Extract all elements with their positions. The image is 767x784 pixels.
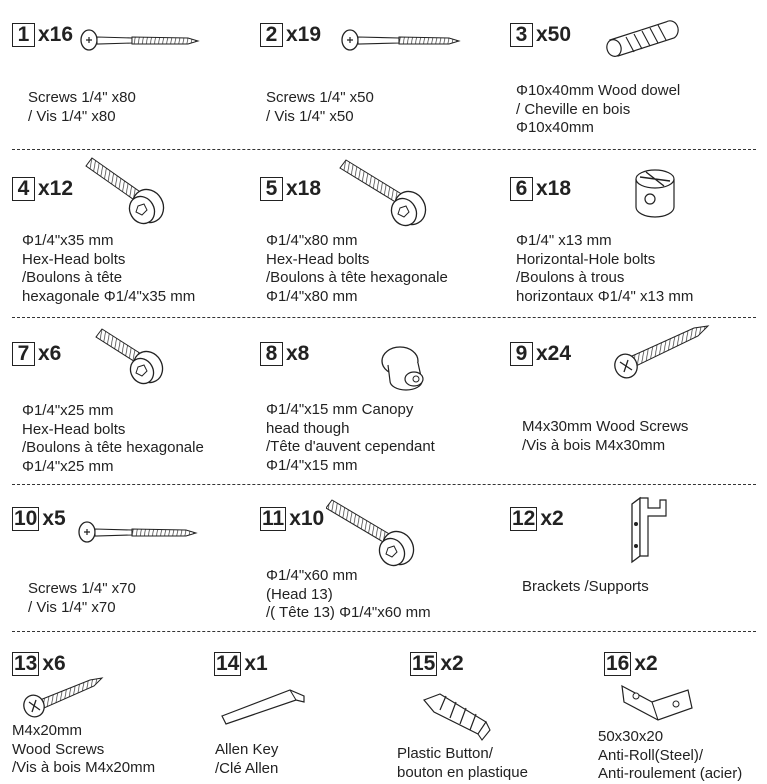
part-desc-line: /Boulons à tête hexagonale [266, 269, 448, 286]
part-desc-line: Horizontal-Hole bolts [516, 250, 656, 268]
row-divider [12, 317, 756, 318]
part-desc-line: Φ10x40mm Wood dowel [516, 82, 681, 99]
part-quantity: x1 [244, 652, 268, 675]
part-number: 1 [12, 23, 35, 47]
hex-bolt-icon [82, 325, 168, 385]
part-desc-line: Hex-Head bolts [22, 250, 126, 268]
part-quantity: x24 [536, 342, 572, 365]
part-desc-line: Φ1/4"x80 mm [266, 287, 358, 305]
part-quantity: x5 [42, 507, 66, 530]
part-desc-line: /Boulons à trous [516, 269, 625, 286]
part-quantity: x19 [286, 23, 322, 46]
part-number: 9 [510, 342, 533, 366]
part-quantity: x6 [42, 652, 66, 675]
part-number: 13 [14, 652, 38, 675]
plastic-anchor-icon [420, 690, 494, 746]
part-quantity: x2 [634, 652, 658, 675]
part-quantity: x2 [540, 507, 564, 530]
row-divider [12, 484, 756, 485]
long-screw-icon [78, 518, 198, 548]
angle-bracket-icon [618, 682, 696, 726]
row-divider [12, 631, 756, 632]
part-desc-line: Hex-Head bolts [266, 250, 370, 268]
part-quantity: x6 [38, 342, 62, 365]
canopy-nut-icon [378, 343, 434, 395]
part-desc-line: Anti-Roll(Steel)/ [598, 746, 704, 764]
part-number: 10 [14, 507, 38, 530]
row-divider [12, 149, 756, 150]
part-desc-line: /Tête d'auvent cependant [266, 438, 435, 455]
barrel-nut-icon [630, 167, 680, 221]
part-desc-line: Φ1/4"x15 mm Canopy [266, 401, 414, 418]
allen-key-icon [218, 682, 310, 726]
wood-screw-icon [20, 674, 104, 720]
part-desc-line: M4x30mm Wood Screws [522, 418, 689, 435]
part-desc-line: Screws 1/4" x80 [28, 89, 136, 106]
part-number: 6 [510, 177, 533, 201]
part-number: 14 [216, 652, 240, 675]
part-desc-line: /Boulons à tête [22, 269, 123, 286]
part-number: 15 [412, 652, 436, 675]
part-quantity: x18 [286, 177, 322, 200]
part-quantity: x50 [536, 23, 572, 46]
long-screw-icon [341, 26, 461, 56]
part-desc-line: Φ1/4"x60 mm [266, 567, 358, 584]
part-desc-line: Plastic Button/ [397, 745, 493, 762]
bracket-icon [626, 494, 670, 564]
part-desc-line: Hex-Head bolts [22, 420, 126, 438]
part-number: 16 [606, 652, 630, 675]
part-desc-line: horizontaux Φ1/4" x13 mm [516, 287, 694, 305]
part-desc-line: (Head 13) [266, 585, 333, 603]
part-desc-line: Φ1/4"x80 mm [266, 232, 358, 249]
part-desc-line: / Vis 1/4" x80 [28, 107, 116, 125]
part-desc-line: Screws 1/4" x70 [28, 580, 136, 597]
part-desc-line: Φ1/4"x25 mm [22, 457, 114, 475]
part-desc-line: Anti-roulement (acier) [598, 765, 743, 782]
part-number: 11 [262, 507, 285, 530]
part-desc-line: / Vis 1/4" x50 [266, 107, 354, 125]
part-quantity: x16 [38, 23, 74, 46]
wood-screw-icon [612, 322, 712, 382]
part-desc-line: / Vis 1/4" x70 [28, 598, 116, 616]
hex-bolt-icon [326, 496, 418, 568]
part-desc-line: head though [266, 419, 350, 437]
part-number: 7 [12, 342, 35, 366]
part-desc-line: Screws 1/4" x50 [266, 89, 374, 106]
part-desc-line: Φ1/4"x25 mm [22, 402, 114, 419]
part-number: 3 [510, 23, 533, 47]
part-desc-line: / Cheville en bois [516, 100, 631, 118]
part-quantity: x8 [286, 342, 310, 365]
part-desc-line: Allen Key [215, 741, 279, 758]
part-desc-line: Φ1/4"x35 mm [22, 232, 114, 249]
hex-bolt-icon [338, 156, 430, 228]
part-desc-line: 50x30x20 [598, 728, 664, 745]
part-number: 8 [260, 342, 283, 366]
part-number: 2 [260, 23, 283, 47]
part-number: 12 [512, 507, 536, 530]
part-desc-line: M4x20mm [12, 722, 83, 739]
part-desc-line: Brackets /Supports [522, 578, 649, 595]
part-desc-line: Wood Screws [12, 740, 105, 758]
long-screw-icon [80, 26, 200, 56]
part-quantity: x2 [440, 652, 464, 675]
part-desc-line: /Vis à bois M4x30mm [522, 436, 666, 454]
part-desc-line: Φ1/4" x13 mm [516, 232, 612, 249]
part-desc-line: /Boulons à tête hexagonale [22, 439, 204, 456]
part-quantity: x12 [38, 177, 74, 200]
part-desc-line: /Clé Allen [215, 759, 279, 777]
part-quantity: x18 [536, 177, 572, 200]
part-desc-line: hexagonale Φ1/4"x35 mm [22, 287, 196, 305]
wood-dowel-icon [600, 16, 682, 60]
part-number: 4 [12, 177, 35, 201]
part-desc-line: Φ10x40mm [516, 119, 594, 136]
part-desc-line: /( Tête 13) Φ1/4"x60 mm [266, 604, 431, 621]
hex-bolt-icon [76, 154, 168, 226]
part-desc-line: /Vis à bois M4x20mm [12, 759, 156, 776]
part-number: 5 [260, 177, 283, 201]
part-quantity: x10 [289, 507, 325, 530]
part-desc-line: Φ1/4"x15 mm [266, 456, 358, 474]
part-desc-line: bouton en plastique [397, 763, 528, 781]
